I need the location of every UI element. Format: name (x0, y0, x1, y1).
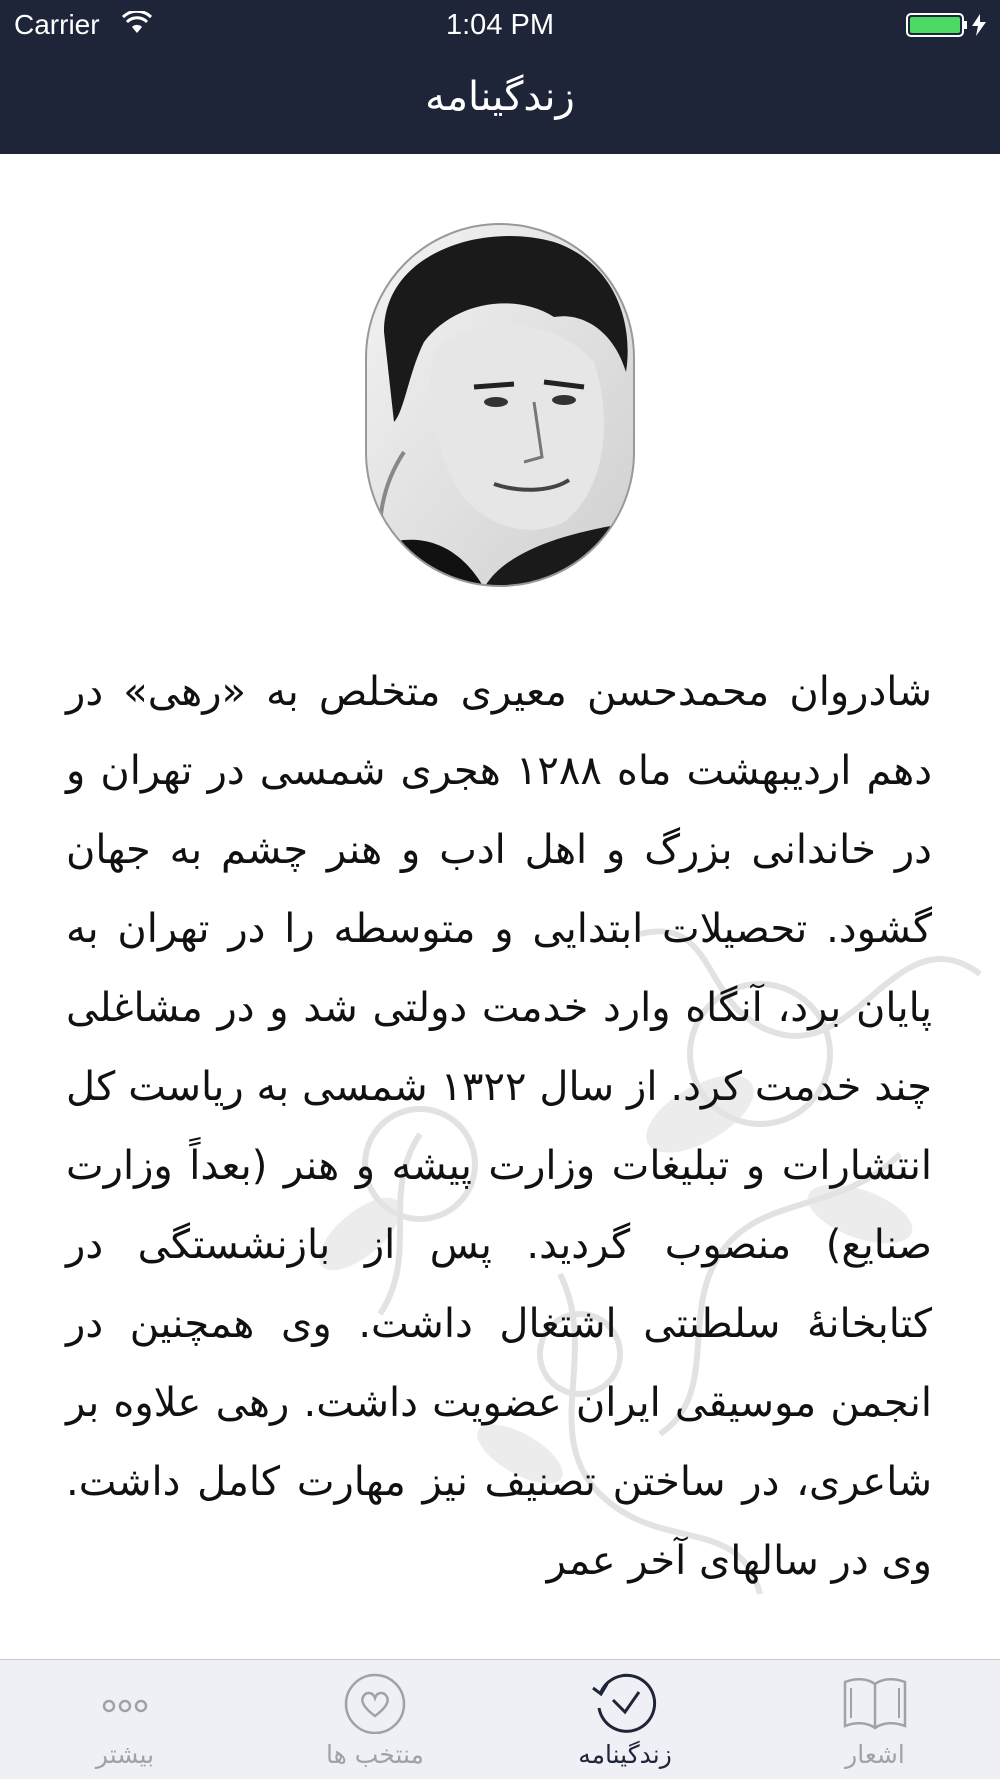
tab-label-more: بیشتر (95, 1740, 155, 1769)
tab-label-poems: اشعار (845, 1740, 905, 1769)
heart-icon (341, 1670, 409, 1734)
tab-favorites[interactable] (250, 1660, 500, 1779)
tab-biography[interactable] (500, 1660, 750, 1779)
more-icon (91, 1670, 159, 1734)
biography-content[interactable] (0, 154, 1000, 1659)
battery-icon (906, 12, 994, 38)
tab-label-favorites: منتخب ها (326, 1740, 424, 1769)
status-bar (0, 0, 1000, 50)
biography-text: شادروان محمدحسن معیری متخلص به «رهی» در دهم اردیبهشت ماه ۱۲۸۸ هجری شمسی در تهران و در خاندانی بزرگ و اهل ادب و هنر چشم به جهان گشود. تحصیلات ابتدایی و متوسطه را در تهران به پایان برد، آنگاه وارد خدمت دولتی شد و در مشاغلی چند خدمت کرد. از سال ۱۳۲۲ شمسی به ریاست کل انتشارات و تبلیغات وزارت پیشه و هنر (بعداً وزارت صنایع) منصوب گردید. پس از بازنشستگی در کتابخانهٔ سلطنتی اشتغال داشت. وی همچنین در انجمن موسیقی ایران عضویت داشت. رهی علاوه بر شاعری، در ساختن تصنیف نیز مهارت کامل داشت. وی در سالهای آخر عمر (66, 669, 933, 1584)
clock-time: 1:04 PM (446, 9, 554, 41)
carrier-label: Carrier (14, 9, 100, 40)
page-title: زندگینامه (425, 74, 575, 120)
navigation-bar (0, 50, 1000, 154)
tab-bar (0, 1659, 1000, 1779)
clock-icon (591, 1670, 659, 1734)
tab-label-biography: زندگینامه (578, 1740, 672, 1769)
book-icon (841, 1670, 909, 1734)
tab-more[interactable] (0, 1660, 250, 1779)
tab-poems[interactable] (750, 1660, 1000, 1779)
poet-portrait (364, 222, 636, 588)
